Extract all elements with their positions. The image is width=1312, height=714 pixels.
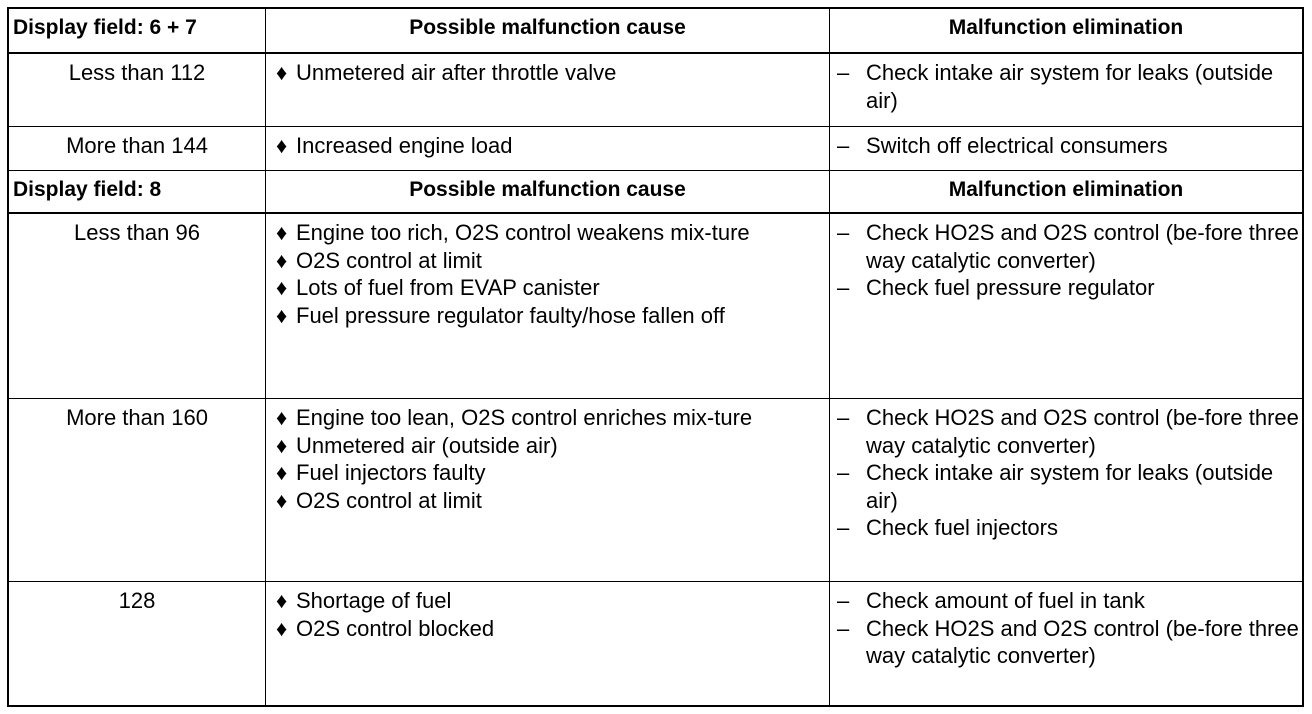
cause-item: ♦ Engine too rich, O2S control weakens mix-ture (276, 220, 750, 245)
table-row (9, 214, 1302, 399)
cause-item: ♦ Unmetered air after throttle valve (276, 60, 617, 85)
cause-item: ♦ Increased engine load (276, 133, 513, 158)
elimination-item: – Check intake air system for leaks (outside air) (837, 60, 1274, 113)
dash-bullet-icon: – (837, 275, 850, 300)
elimination-item: – Check fuel injectors (837, 515, 1058, 540)
cause-list (265, 399, 829, 581)
dash-bullet-icon: – (837, 60, 850, 85)
diamond-bullet-icon: ♦ (276, 60, 288, 85)
elimination-item: – Check intake air system for leaks (outside air) (837, 460, 1274, 513)
diamond-bullet-icon: ♦ (276, 247, 288, 273)
dash-bullet-icon: – (837, 220, 850, 245)
table-row (9, 399, 1302, 582)
diamond-bullet-icon: ♦ (276, 220, 288, 245)
cause-item: ♦ Fuel pressure regulator faulty/hose fallen off (276, 302, 725, 328)
table-header-display-8 (9, 171, 1302, 214)
display-value: 128 (118, 588, 156, 613)
elimination-item: – Check fuel pressure regulator (837, 275, 1155, 300)
diamond-bullet-icon: ♦ (276, 133, 288, 158)
diamond-bullet-icon: ♦ (276, 615, 288, 641)
display-value: More than 144 (66, 133, 208, 158)
elimination-item: – Check HO2S and O2S control (be-fore three way catalytic converter) (837, 615, 1299, 668)
table-row (9, 582, 1302, 705)
dash-bullet-icon: – (837, 133, 850, 158)
diamond-bullet-icon: ♦ (276, 275, 288, 300)
display-value: More than 160 (66, 405, 208, 430)
table-header-display-6-7 (9, 9, 1302, 54)
cause-item: ♦ O2S control blocked (276, 615, 495, 641)
display-value: Less than 96 (74, 220, 200, 245)
elimination-list (829, 214, 1302, 398)
header-display-field: Display field: 8 (13, 178, 162, 201)
cause-item: ♦ Shortage of fuel (276, 588, 452, 613)
table-row (9, 127, 1302, 171)
dash-bullet-icon: – (837, 588, 850, 613)
elimination-list (829, 54, 1302, 126)
elimination-list (829, 127, 1302, 170)
cause-item: ♦ Engine too lean, O2S control enriches mix-ture (276, 405, 753, 430)
cause-list (265, 582, 829, 705)
diamond-bullet-icon: ♦ (276, 460, 288, 485)
dash-bullet-icon: – (837, 405, 850, 430)
elimination-item: – Check HO2S and O2S control (be-fore three way catalytic converter) (837, 220, 1299, 273)
cause-list (265, 214, 829, 398)
diamond-bullet-icon: ♦ (276, 487, 288, 513)
cause-item: ♦ Lots of fuel from EVAP canister (276, 275, 600, 300)
dash-bullet-icon: – (837, 615, 850, 641)
elimination-list (829, 582, 1302, 705)
cause-list (265, 127, 829, 170)
elimination-list (829, 399, 1302, 581)
header-elimination: Malfunction elimination (829, 9, 1302, 52)
header-possible-cause: Possible malfunction cause (265, 171, 829, 212)
elimination-item: – Switch off electrical consumers (837, 133, 1168, 158)
cause-item: ♦ O2S control at limit (276, 247, 482, 273)
elimination-item: – Check HO2S and O2S control (be-fore three way catalytic converter) (837, 405, 1299, 458)
dash-bullet-icon: – (837, 460, 850, 485)
diamond-bullet-icon: ♦ (276, 588, 288, 613)
display-value: Less than 112 (68, 60, 206, 85)
diamond-bullet-icon: ♦ (276, 405, 288, 430)
cause-item: ♦ Unmetered air (outside air) (276, 432, 558, 458)
header-display-field: Display field: 6 + 7 (13, 16, 197, 39)
elimination-item: – Check amount of fuel in tank (837, 588, 1145, 613)
diamond-bullet-icon: ♦ (276, 302, 288, 328)
cause-list (265, 54, 829, 126)
diamond-bullet-icon: ♦ (276, 432, 288, 458)
table-row (9, 54, 1302, 127)
header-elimination: Malfunction elimination (829, 171, 1302, 212)
header-possible-cause: Possible malfunction cause (265, 9, 829, 52)
diagnostic-table (7, 7, 1304, 707)
cause-item: ♦ Fuel injectors faulty (276, 460, 486, 485)
dash-bullet-icon: – (837, 515, 850, 540)
cause-item: ♦ O2S control at limit (276, 487, 482, 513)
